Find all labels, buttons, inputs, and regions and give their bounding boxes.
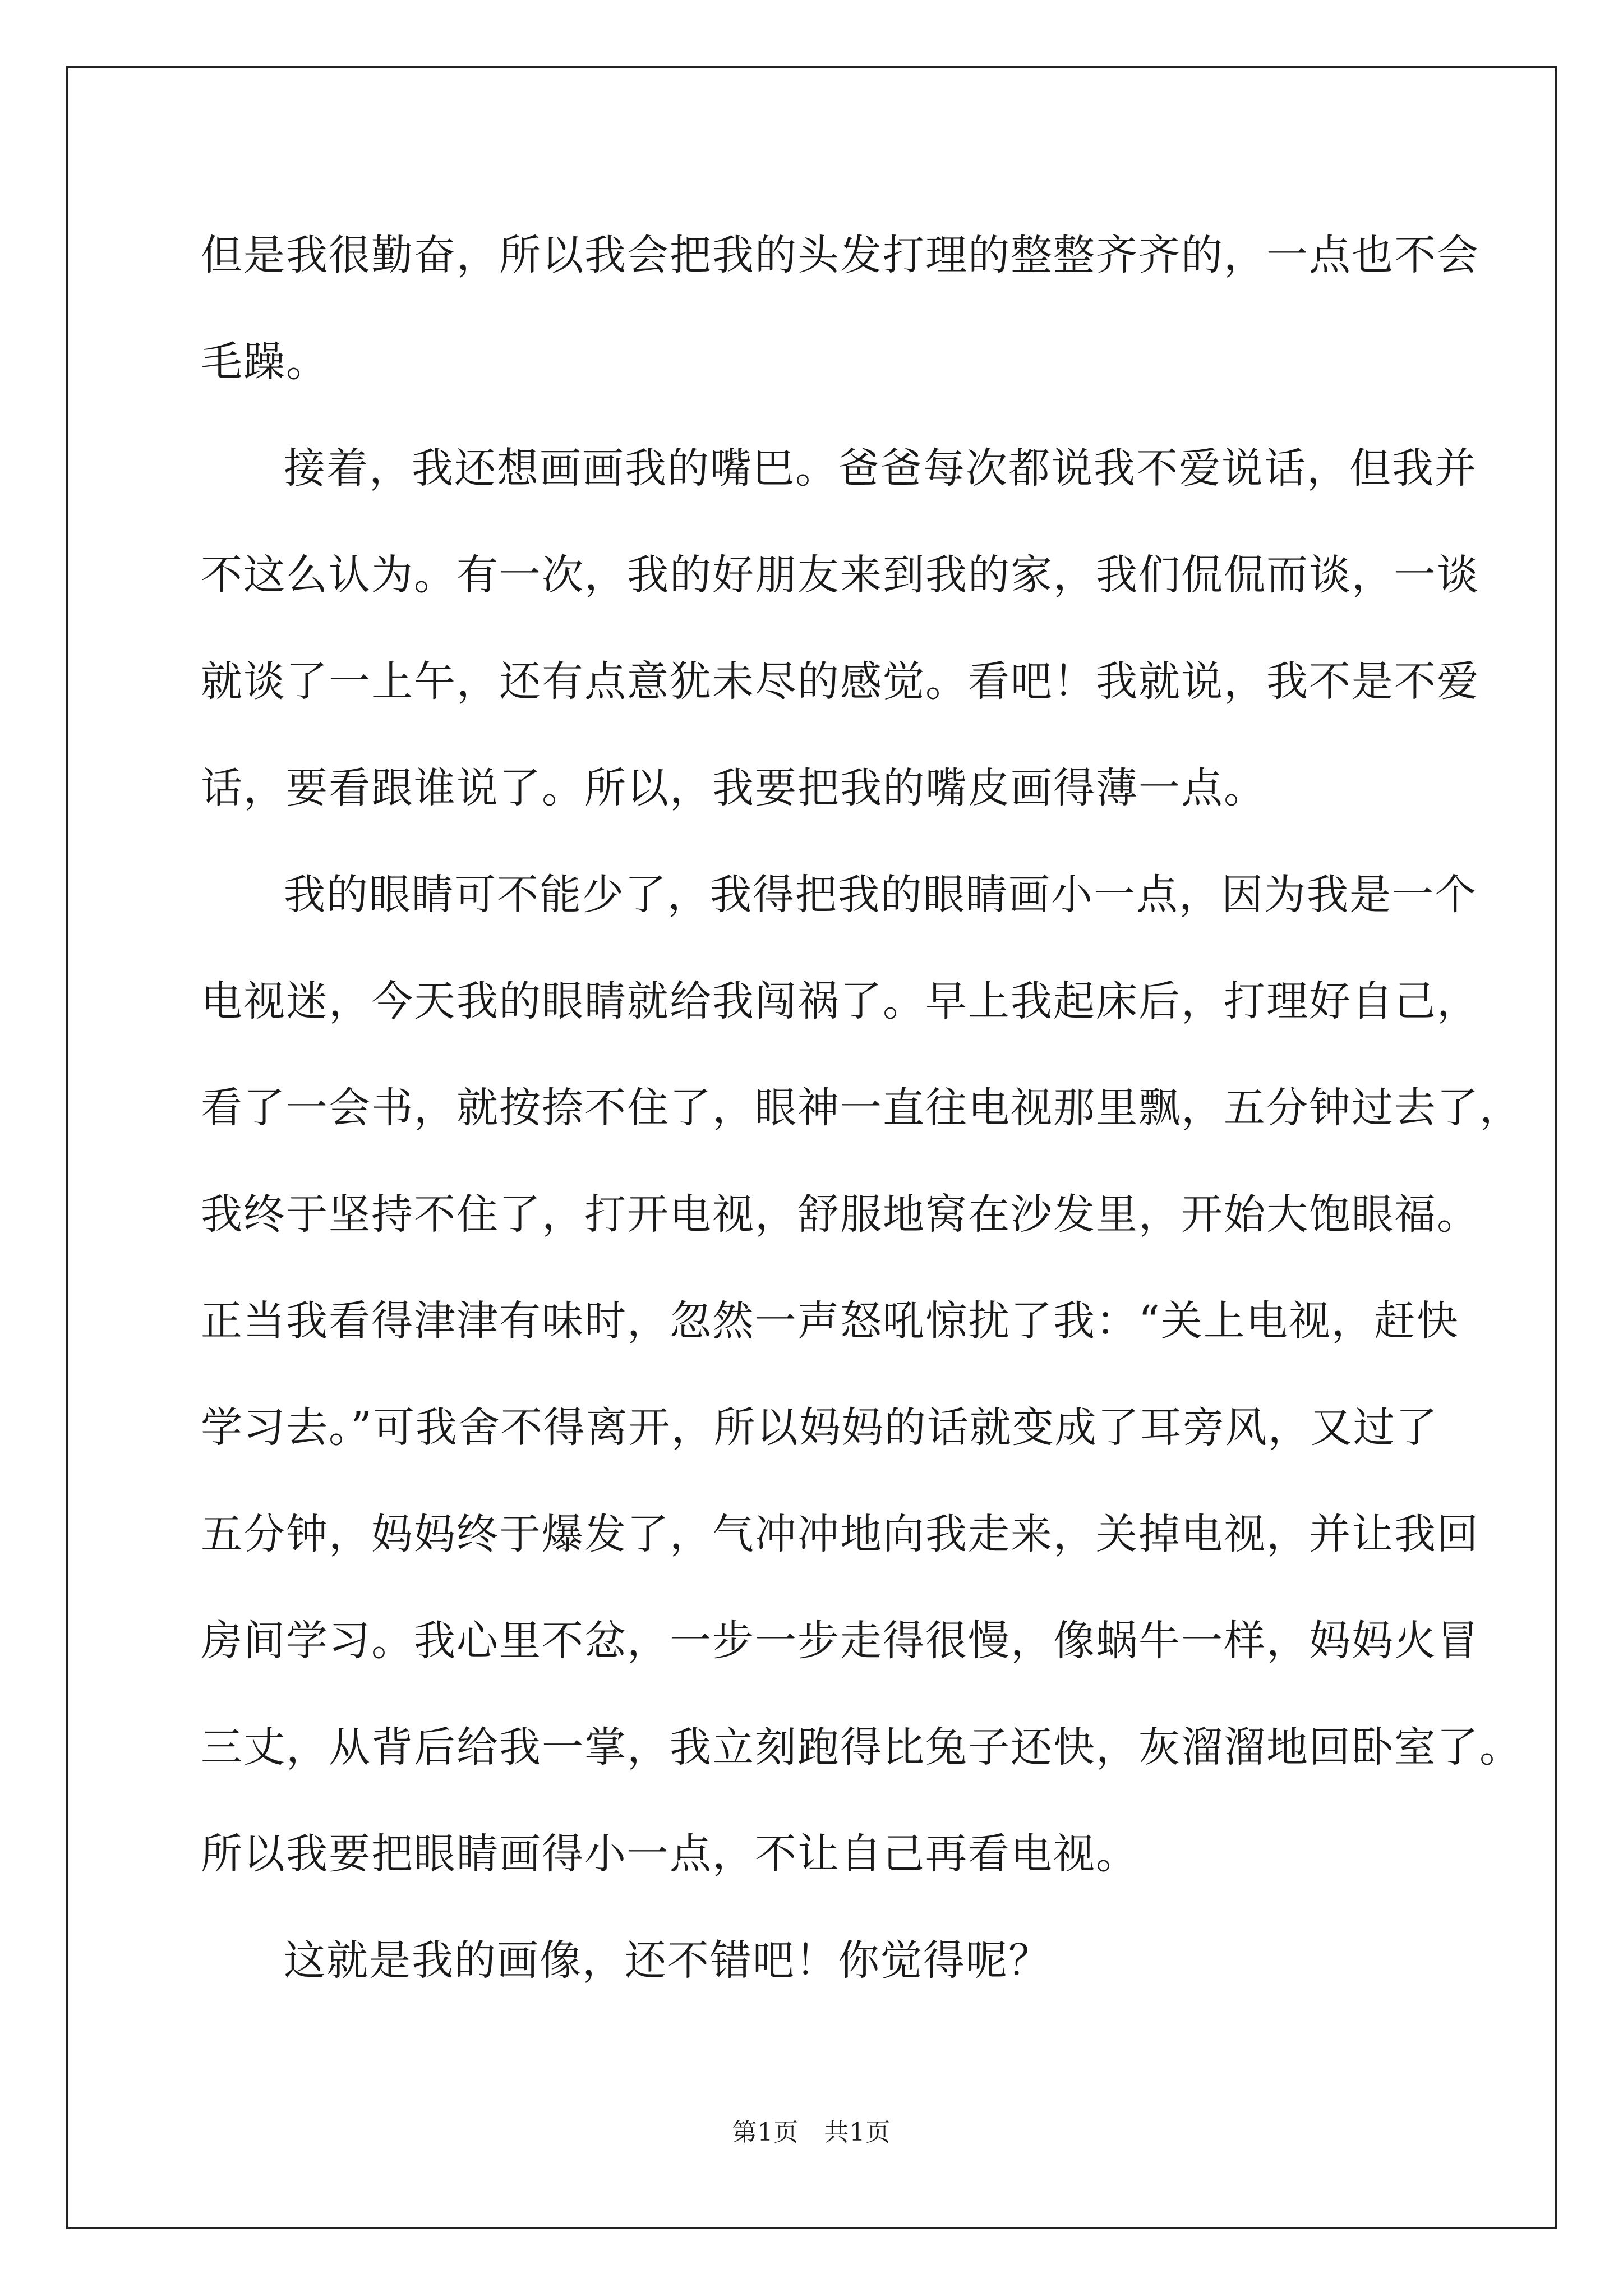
text-line: 学习去。”可我舍不得离开，所以妈妈的话就变成了耳旁风，又过了 [201, 1404, 1438, 1452]
paragraph-start-line: 这就是我的画像，还不错吧！你觉得呢？ [284, 1936, 1051, 1985]
paragraph-start-line: 接着，我还想画画我的嘴巴。爸爸每次都说我不爱说话，但我并 [284, 444, 1477, 493]
text-line: 五分钟，妈妈终于爆发了，气冲冲地向我走来，关掉电视，并让我回 [201, 1510, 1479, 1558]
text-line: 房间学习。我心里不忿，一步一步走得很慢，像蜗牛一样，妈妈火冒 [201, 1617, 1479, 1665]
text-line: 但是我很勤奋，所以我会把我的头发打理的整整齐齐的，一点也不会 [201, 231, 1479, 279]
text-line: 看了一会书，就按捺不住了，眼神一直往电视那里飘，五分钟过去了， [201, 1084, 1522, 1132]
document-body [201, 202, 1522, 2014]
text-line: 我终于坚持不住了，打开电视，舒服地窝在沙发里，开始大饱眼福。 [201, 1190, 1479, 1239]
text-line: 三丈，从背后给我一掌，我立刻跑得比兔子还快，灰溜溜地回卧室了。 [201, 1723, 1522, 1772]
page-number-footer: 第1页 共1页 [732, 2118, 891, 2147]
text-line: 毛躁。 [201, 338, 329, 386]
paragraph-start-line: 我的眼睛可不能少了，我得把我的眼睛画小一点，因为我是一个 [284, 871, 1477, 919]
text-line: 正当我看得津津有味时，忽然一声怒吼惊扰了我：“关上电视，赶快 [201, 1297, 1459, 1345]
text-line: 不这么认为。有一次，我的好朋友来到我的家，我们侃侃而谈，一谈 [201, 551, 1479, 599]
text-line: 电视迷，今天我的眼睛就给我闯祸了。早上我起床后，打理好自己， [201, 977, 1479, 1025]
text-line: 话，要看跟谁说了。所以，我要把我的嘴皮画得薄一点。 [201, 764, 1266, 812]
text-line: 就谈了一上午，还有点意犹未尽的感觉。看吧！我就说，我不是不爱 [201, 657, 1479, 706]
text-line: 所以我要把眼睛画得小一点，不让自己再看电视。 [201, 1830, 1138, 1878]
